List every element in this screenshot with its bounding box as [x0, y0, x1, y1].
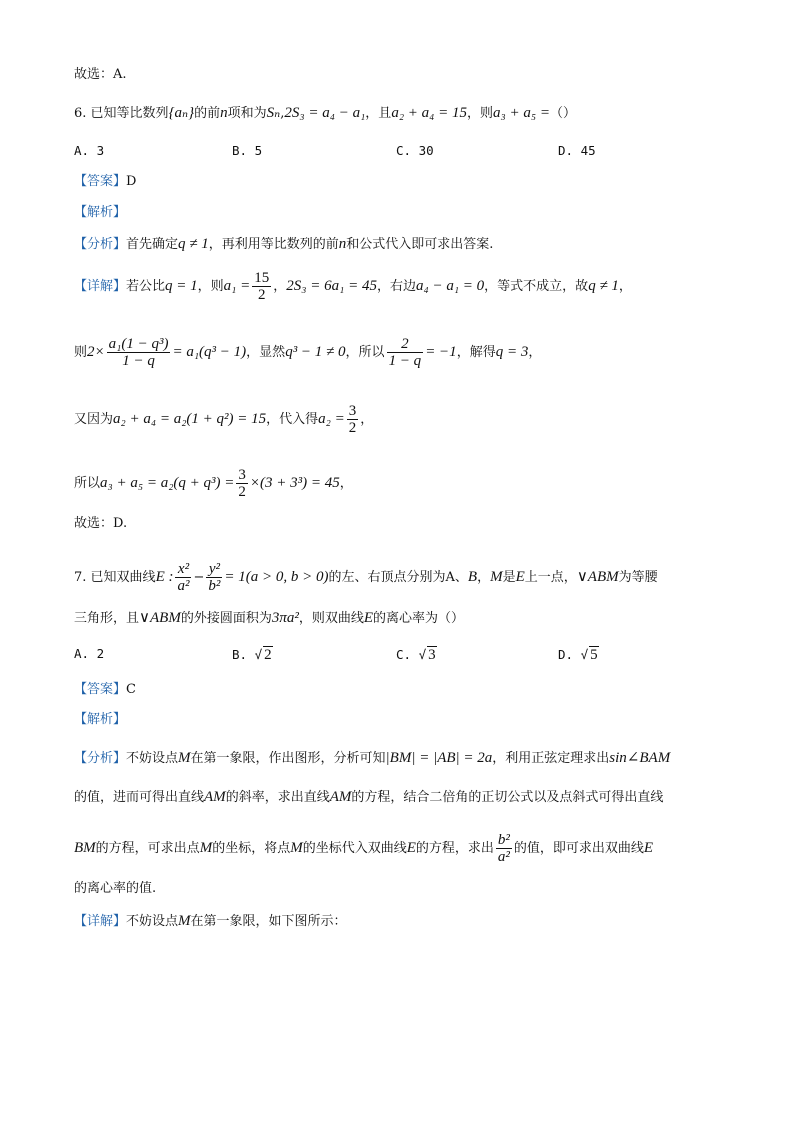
math: AM	[204, 789, 226, 805]
text: 上一点，	[524, 570, 577, 585]
q6-fenxi	[74, 235, 493, 254]
text: 已知双曲线	[90, 570, 156, 585]
fenxi-tag: 【分析】	[74, 237, 127, 252]
question-7-cont	[74, 609, 464, 628]
fraction	[175, 561, 191, 594]
q6-detail-3	[74, 403, 373, 436]
numerator: a₁(1 − q³)	[108, 336, 169, 352]
math-cond1: 2S₃ = a₄ − a₁	[284, 105, 366, 121]
fraction	[236, 467, 248, 500]
text: 首先确定	[126, 237, 179, 252]
fraction	[252, 270, 271, 303]
numerator: 3	[348, 403, 357, 419]
text: 不妨设点	[126, 914, 179, 929]
q6-conclusion: 故选：D.	[74, 516, 128, 531]
text: 、	[454, 570, 468, 585]
math: 2S₃ = 6a₁ = 45	[286, 278, 377, 294]
q6-text: 的前	[194, 106, 221, 121]
text: 为等腰	[618, 570, 658, 585]
detail-tag: 【详解】	[74, 914, 127, 929]
denominator: a²	[497, 849, 510, 865]
radicand: 5	[590, 647, 598, 663]
text: 是	[502, 570, 516, 585]
text: ，利用正弦定理求出	[492, 751, 610, 766]
q6-option-a: A. 3	[74, 143, 105, 158]
text: ，	[477, 570, 491, 585]
question-7: 7. 已知双曲线E : $\frac{\text{x²}}{\text{a²}}$ − $\frac{\text{y²}}{\text{b²}}$ = 1(a > 0, b > 0)的左、右顶点分别为A、B，M是E上一点，∨ABM为等腰	[74, 561, 658, 594]
q7-option-d: D. √ 5	[558, 647, 598, 663]
math: = a₁(q³ − 1)	[172, 344, 247, 360]
q7-answer: C	[126, 682, 136, 697]
denominator: 1 − q	[122, 353, 155, 369]
denominator: 2	[348, 420, 357, 436]
math: q ≠ 1	[588, 278, 619, 294]
q6-option-c: C. 30	[396, 143, 434, 158]
answer-tag: 【答案】	[74, 682, 127, 697]
denominator: 1 − q	[388, 353, 422, 369]
q6-detail-2	[74, 336, 541, 369]
math: q = 1	[165, 278, 198, 294]
math: M	[199, 840, 213, 856]
q7-answer-line	[74, 681, 136, 699]
question-number: 6.	[74, 106, 87, 121]
q7-option-c: C. √ 3	[396, 647, 436, 663]
detail-tag: 【详解】	[74, 279, 127, 294]
fraction	[387, 336, 424, 369]
text: 则	[74, 345, 88, 360]
fraction	[496, 832, 512, 865]
math: E	[643, 840, 654, 856]
math: E	[406, 840, 416, 856]
text: ，	[360, 412, 374, 427]
math: sin∠BAM	[609, 750, 671, 766]
fraction	[347, 403, 359, 436]
text: 若公比	[126, 279, 166, 294]
math: = 1(a > 0, b > 0)	[224, 569, 329, 585]
math-n: n	[220, 105, 228, 121]
denominator: 2	[238, 484, 246, 500]
q6-text: ，且	[365, 106, 392, 121]
radicand: 2	[264, 647, 272, 663]
denominator: 2	[258, 287, 266, 303]
q7-analysis-tag	[74, 711, 126, 729]
numerator: b²	[497, 832, 510, 848]
math: M	[290, 840, 303, 856]
text: 的值，即可求出双曲线	[513, 841, 644, 856]
numerator: x²	[175, 561, 191, 578]
option-letter: D.	[558, 647, 574, 662]
text: 的离心率为（）	[373, 611, 465, 626]
text: 和公式代入即可求出答案.	[346, 237, 494, 252]
analysis-tag: 【解析】	[74, 712, 127, 727]
math: ∨ABM	[139, 610, 181, 626]
q6-detail-1	[74, 270, 632, 303]
q6-analysis-tag	[74, 204, 126, 222]
q6-text: （）	[549, 106, 576, 121]
numerator: 3	[238, 467, 246, 483]
math-sn: Sₙ	[266, 105, 281, 121]
text: ，则双曲线	[298, 611, 364, 626]
text: 的坐标，将点	[212, 841, 291, 856]
text: ，则	[197, 279, 224, 294]
math: n	[338, 236, 347, 252]
math: BM	[74, 840, 96, 856]
math: E :	[155, 569, 174, 585]
q6-text: 项和为	[227, 106, 267, 121]
q6-text: 已知等比数列	[90, 106, 169, 121]
math-cond2: a₂ + a₄ = 15	[391, 105, 467, 121]
text: ，	[618, 279, 632, 294]
text: ，解得	[456, 345, 496, 360]
text: 的方程，可求出点	[95, 841, 200, 856]
text: ，代入得	[266, 412, 319, 427]
text: ，	[528, 345, 542, 360]
math: a₂ + a₄ = a₂(1 + q²) = 15	[113, 411, 267, 427]
q7-detail-1	[74, 912, 347, 931]
math: E	[515, 569, 525, 585]
text: 又因为	[74, 412, 114, 427]
q6-option-b: B. 5	[232, 143, 263, 158]
q6-answer-line	[74, 173, 136, 191]
fenxi-tag: 【分析】	[74, 751, 127, 766]
q6-detail-4	[74, 467, 353, 500]
text: 在第一象限，如下图所示：	[190, 914, 347, 929]
text: 的外接圆面积为	[180, 611, 272, 626]
text: ，右边	[376, 279, 416, 294]
analysis-tag: 【解析】	[74, 205, 127, 220]
math: a₃ + a₅ = a₂(q + q³) =	[100, 475, 235, 491]
question-number: 7.	[74, 570, 87, 585]
numerator: y²	[206, 561, 222, 578]
text: 的值，进而可得出直线	[74, 790, 205, 805]
text: 的斜率，求出直线	[225, 790, 330, 805]
math: 3πa²	[271, 610, 299, 626]
text: 的左、右顶点分别为	[328, 570, 446, 585]
question-6: 6. 已知等比数列{aₙ}的前n项和为Sₙ,2S₃ = a₄ − a₁，且a₂ + a₄ = 15，则a₃ + a₅ =（）	[74, 105, 576, 121]
math: a₂ =	[318, 411, 345, 427]
q6-text: ，则	[467, 106, 494, 121]
q7-option-a: A. 2	[74, 646, 105, 661]
text: ，	[339, 476, 353, 491]
text: ，显然	[246, 345, 286, 360]
math: 2×	[87, 344, 105, 360]
math: |BM| = |AB| = 2a	[385, 750, 493, 766]
option-letter: C.	[396, 647, 412, 662]
q6-answer: D	[126, 174, 137, 189]
math: q = 3	[495, 344, 529, 360]
math-ask: a₃ + a₅ =	[493, 105, 550, 121]
q7-fenxi-3	[74, 832, 653, 865]
prev-conclusion: 故选：A.	[74, 67, 127, 82]
q7-fenxi-1	[74, 749, 670, 768]
q6-option-d: D. 45	[558, 143, 596, 158]
math: M	[178, 750, 191, 766]
q7-fenxi-2	[74, 788, 663, 807]
text: ，	[273, 279, 287, 294]
math-seq: {aₙ}	[168, 105, 195, 121]
q7-option-b: B. √ 2	[232, 647, 272, 663]
math: a₁ =	[223, 278, 251, 294]
text: A	[445, 570, 455, 585]
math: B	[467, 569, 478, 585]
text: 不妨设点	[126, 751, 179, 766]
radicand: 3	[428, 647, 436, 663]
text: 的方程，结合二倍角的正切公式以及点斜式可得出直线	[351, 790, 664, 805]
text: 的方程，求出	[415, 841, 494, 856]
math: ×(3 + 3³) = 45	[249, 475, 340, 491]
q7-fenxi-4: 的离心率的值.	[74, 881, 157, 896]
denominator: a²	[177, 578, 190, 594]
math: E	[363, 610, 374, 626]
fraction	[107, 336, 171, 369]
text: 所以	[74, 476, 101, 491]
numerator: 15	[254, 270, 270, 286]
math: q³ − 1 ≠ 0	[285, 344, 346, 360]
math: AM	[329, 789, 352, 805]
numerator: 2	[387, 336, 424, 353]
math: ∨ABM	[576, 569, 619, 585]
text: ，所以	[345, 345, 385, 360]
option-letter: B.	[232, 647, 248, 662]
math: q ≠ 1	[178, 236, 209, 252]
text: 在第一象限，作出图形，分析可知	[190, 751, 386, 766]
math: a₄ − a₁ = 0	[415, 278, 485, 294]
math: M	[178, 913, 191, 929]
text: 三角形，且	[74, 611, 140, 626]
text: ，再利用等比数列的前	[208, 237, 339, 252]
math: = −1	[425, 344, 457, 360]
fraction	[206, 561, 222, 594]
answer-tag: 【答案】	[74, 174, 127, 189]
denominator: b²	[208, 578, 221, 594]
text: ，等式不成立，故	[484, 279, 589, 294]
math: M	[490, 569, 503, 585]
text: 的坐标代入双曲线	[302, 841, 407, 856]
